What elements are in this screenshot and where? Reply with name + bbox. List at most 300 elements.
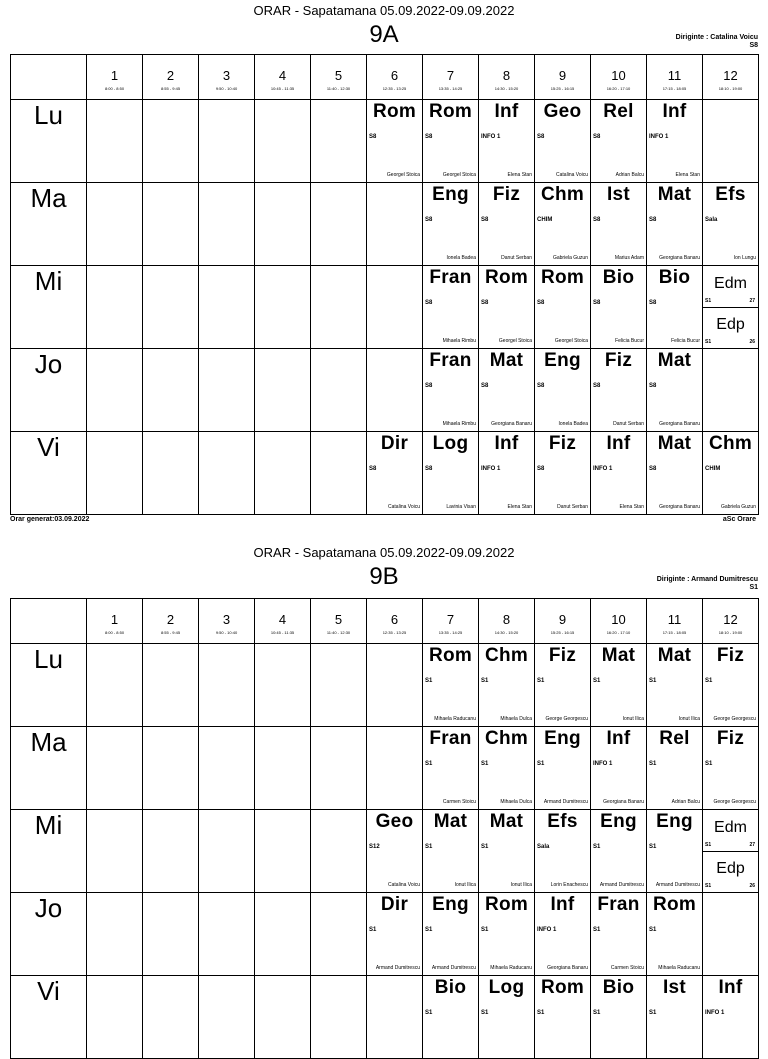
subject: Inf bbox=[494, 433, 519, 454]
empty-cell bbox=[311, 976, 367, 1059]
empty-cell bbox=[199, 893, 255, 976]
period-header bbox=[255, 55, 311, 100]
room: S1 bbox=[481, 927, 489, 933]
lesson-cell bbox=[647, 976, 703, 1059]
day-row bbox=[11, 432, 759, 515]
teacher-name: Georgel Stoica bbox=[442, 172, 476, 178]
lesson-cell bbox=[479, 100, 535, 183]
subject: Bio bbox=[602, 977, 635, 998]
lesson-cell bbox=[591, 266, 647, 349]
period-number: 11 bbox=[667, 612, 682, 627]
period-number: 2 bbox=[166, 68, 175, 83]
subject: Geo bbox=[543, 101, 582, 122]
period-header bbox=[143, 599, 199, 644]
room: S1 bbox=[425, 678, 433, 684]
empty-cell bbox=[199, 644, 255, 727]
empty-cell bbox=[199, 727, 255, 810]
teacher-name: Mihaela Dulca bbox=[500, 799, 532, 805]
lesson-cell bbox=[423, 893, 479, 976]
lesson-cell bbox=[535, 100, 591, 183]
teacher-name: Carmen Stoicu bbox=[610, 965, 644, 971]
subject: Geo bbox=[375, 811, 414, 832]
lesson-cell bbox=[423, 432, 479, 515]
room: INFO 1 bbox=[593, 761, 613, 767]
subject: Rom bbox=[484, 894, 529, 915]
room: INFO 1 bbox=[481, 134, 501, 140]
homeroom-teacher-name: Diriginte : Armand Dumitrescu bbox=[656, 576, 758, 583]
homeroom-teacher-name: Diriginte : Catalina Voicu bbox=[675, 34, 758, 41]
homeroom-room: S1 bbox=[749, 584, 758, 591]
room: S8 bbox=[481, 300, 489, 306]
teacher-name: George Georgescu bbox=[713, 716, 756, 722]
lesson-cell bbox=[367, 100, 423, 183]
subject: Ist bbox=[606, 184, 631, 205]
room: S1 bbox=[705, 678, 713, 684]
teacher-name: Mihaela Raducanu bbox=[490, 965, 532, 971]
period-time: 17:15 - 18:05 bbox=[662, 86, 687, 91]
room: S1 bbox=[425, 761, 433, 767]
lesson-cell bbox=[647, 266, 703, 349]
period-time: 12:35 - 13:25 bbox=[382, 86, 407, 91]
teacher-name: Catalina Voicu bbox=[556, 172, 588, 178]
subject: Log bbox=[488, 977, 525, 998]
teacher-name: Elena Stan bbox=[507, 504, 532, 510]
teacher-name: Adrian Balcu bbox=[671, 799, 700, 805]
teacher-name: Georgel Stoica bbox=[386, 172, 420, 178]
subject: Fran bbox=[429, 267, 472, 288]
subject: Eng bbox=[544, 728, 581, 749]
empty-cell bbox=[255, 644, 311, 727]
period-header bbox=[703, 55, 759, 100]
room: S8 bbox=[593, 300, 601, 306]
empty-cell bbox=[255, 976, 311, 1059]
room: S8 bbox=[649, 466, 657, 472]
subject: Ist bbox=[662, 977, 687, 998]
period-number: 4 bbox=[278, 68, 287, 83]
lesson-cell bbox=[591, 810, 647, 893]
teacher-name: Mihaela Raducanu bbox=[658, 965, 700, 971]
room: S1 bbox=[649, 927, 657, 933]
teacher-name: Gabriela Guzun bbox=[720, 504, 756, 510]
room: S8 bbox=[481, 383, 489, 389]
day-label: Vi bbox=[11, 432, 87, 515]
teacher-name: George Georgescu bbox=[713, 799, 756, 805]
period-number: 5 bbox=[334, 68, 343, 83]
subject: Eng bbox=[432, 184, 469, 205]
period-number: 10 bbox=[611, 612, 626, 627]
subject: Dir bbox=[380, 433, 409, 454]
room: S1 bbox=[705, 883, 712, 889]
empty-cell bbox=[143, 432, 199, 515]
lesson-cell bbox=[535, 727, 591, 810]
day-label: Vi bbox=[11, 976, 87, 1059]
lesson-cell bbox=[647, 349, 703, 432]
room: S8 bbox=[537, 134, 545, 140]
teacher-name: Marius Adam bbox=[614, 255, 644, 261]
teacher-name: Danut Serban bbox=[557, 504, 588, 510]
period-time: 10:45 - 11:35 bbox=[270, 630, 295, 635]
subject: Rom bbox=[484, 267, 529, 288]
empty-cell bbox=[255, 432, 311, 515]
room: S8 bbox=[649, 300, 657, 306]
lesson-cell bbox=[535, 810, 591, 893]
period-number: 8 bbox=[502, 612, 511, 627]
empty-cell bbox=[143, 100, 199, 183]
split-lesson bbox=[703, 266, 758, 308]
room: S1 bbox=[537, 761, 545, 767]
group-number: 26 bbox=[749, 883, 755, 889]
lesson-cell bbox=[367, 893, 423, 976]
period-number: 9 bbox=[558, 612, 567, 627]
lesson-cell bbox=[647, 432, 703, 515]
subject: Bio bbox=[658, 267, 691, 288]
lesson-cell bbox=[591, 100, 647, 183]
lesson-cell bbox=[591, 349, 647, 432]
period-header bbox=[535, 55, 591, 100]
subject: Mat bbox=[657, 433, 692, 454]
empty-cell bbox=[255, 100, 311, 183]
room: S1 bbox=[481, 844, 489, 850]
period-time: 16:20 - 17:10 bbox=[606, 86, 631, 91]
subject: Efs bbox=[547, 811, 578, 832]
lesson-cell bbox=[703, 727, 759, 810]
lesson-cell bbox=[703, 810, 759, 893]
teacher-name: George Georgescu bbox=[545, 716, 588, 722]
subject: Mat bbox=[433, 811, 468, 832]
lesson-cell bbox=[591, 727, 647, 810]
room: S8 bbox=[649, 383, 657, 389]
empty-cell bbox=[311, 266, 367, 349]
teacher-name: Ionut Ilica bbox=[622, 716, 644, 722]
empty-cell bbox=[255, 727, 311, 810]
lesson-cell bbox=[535, 893, 591, 976]
subject: Edp bbox=[716, 860, 745, 877]
room: S8 bbox=[537, 466, 545, 472]
period-header bbox=[703, 599, 759, 644]
empty-cell bbox=[311, 183, 367, 266]
room: Sala bbox=[705, 217, 718, 223]
empty-cell bbox=[311, 810, 367, 893]
room: S1 bbox=[593, 844, 601, 850]
room: S8 bbox=[649, 217, 657, 223]
timetable-grid bbox=[10, 54, 759, 515]
empty-cell bbox=[143, 810, 199, 893]
period-time: 15:25 - 16:15 bbox=[550, 86, 575, 91]
empty-cell bbox=[199, 100, 255, 183]
room: S1 bbox=[481, 678, 489, 684]
teacher-name: Felicia Bucur bbox=[671, 338, 700, 344]
period-time: 8:55 - 9:45 bbox=[160, 86, 181, 91]
period-number: 6 bbox=[390, 68, 399, 83]
room: S12 bbox=[369, 844, 380, 850]
empty-cell bbox=[143, 976, 199, 1059]
period-number: 1 bbox=[110, 68, 119, 83]
period-header bbox=[87, 599, 143, 644]
room: INFO 1 bbox=[593, 466, 613, 472]
day-row bbox=[11, 893, 759, 976]
teacher-name: Armand Dumitrescu bbox=[655, 882, 700, 888]
teacher-name: Armand Dumitrescu bbox=[543, 799, 588, 805]
empty-cell bbox=[703, 893, 759, 976]
empty-cell bbox=[311, 644, 367, 727]
room: S8 bbox=[481, 217, 489, 223]
teacher-name: Carmen Stoicu bbox=[442, 799, 476, 805]
empty-cell bbox=[199, 349, 255, 432]
subject: Inf bbox=[718, 977, 743, 998]
teacher-name: Catalina Voicu bbox=[388, 504, 420, 510]
subject: Mat bbox=[657, 645, 692, 666]
lesson-cell bbox=[647, 727, 703, 810]
period-header bbox=[479, 599, 535, 644]
empty-cell bbox=[311, 893, 367, 976]
subject: Eng bbox=[432, 894, 469, 915]
lesson-cell bbox=[535, 183, 591, 266]
empty-cell bbox=[143, 183, 199, 266]
period-header bbox=[87, 55, 143, 100]
lesson-cell bbox=[479, 183, 535, 266]
empty-cell bbox=[255, 893, 311, 976]
period-number: 7 bbox=[446, 68, 455, 83]
period-number: 8 bbox=[502, 68, 511, 83]
lesson-cell bbox=[703, 266, 759, 349]
teacher-name: Mihaela Rimbu bbox=[442, 338, 476, 344]
day-label: Jo bbox=[11, 893, 87, 976]
room: S1 bbox=[593, 678, 601, 684]
period-header bbox=[647, 599, 703, 644]
empty-cell bbox=[367, 644, 423, 727]
lesson-cell bbox=[479, 644, 535, 727]
room: S8 bbox=[593, 383, 601, 389]
lesson-cell bbox=[423, 100, 479, 183]
day-row bbox=[11, 727, 759, 810]
subject: Fran bbox=[597, 894, 640, 915]
subject: Efs bbox=[715, 184, 746, 205]
lesson-cell bbox=[647, 644, 703, 727]
period-header-row bbox=[11, 55, 759, 100]
room: S1 bbox=[425, 927, 433, 933]
room: CHIM bbox=[705, 466, 721, 472]
sheet-title: ORAR - Sapatamana 05.09.2022-09.09.2022 bbox=[253, 3, 515, 18]
lesson-cell bbox=[591, 976, 647, 1059]
day-label: Ma bbox=[11, 727, 87, 810]
day-label: Ma bbox=[11, 183, 87, 266]
subject: Fiz bbox=[716, 645, 745, 666]
period-time: 9:50 - 10:40 bbox=[215, 86, 238, 91]
lesson-cell bbox=[423, 349, 479, 432]
day-label: Lu bbox=[11, 644, 87, 727]
period-time: 15:25 - 16:15 bbox=[550, 630, 575, 635]
class-name: 9A bbox=[369, 21, 399, 48]
subject: Rel bbox=[603, 101, 634, 122]
period-number: 1 bbox=[110, 612, 119, 627]
room: S8 bbox=[593, 134, 601, 140]
lesson-cell bbox=[591, 893, 647, 976]
teacher-name: Danut Serban bbox=[501, 255, 532, 261]
empty-cell bbox=[87, 893, 143, 976]
room: S1 bbox=[705, 761, 713, 767]
homeroom-room: S8 bbox=[749, 42, 758, 49]
room: S8 bbox=[593, 217, 601, 223]
teacher-name: Danut Serban bbox=[613, 421, 644, 427]
lesson-cell bbox=[479, 976, 535, 1059]
period-header bbox=[143, 55, 199, 100]
subject: Inf bbox=[606, 728, 631, 749]
period-header bbox=[423, 55, 479, 100]
room: S8 bbox=[425, 466, 433, 472]
teacher-name: Georgel Stoica bbox=[498, 338, 532, 344]
period-header bbox=[591, 55, 647, 100]
period-time: 13:35 - 14:25 bbox=[438, 630, 463, 635]
empty-cell bbox=[87, 349, 143, 432]
lesson-cell bbox=[535, 644, 591, 727]
period-time: 14:30 - 15:20 bbox=[494, 630, 519, 635]
period-time: 17:15 - 18:05 bbox=[662, 630, 687, 635]
room: INFO 1 bbox=[705, 1010, 725, 1016]
period-number: 5 bbox=[334, 612, 343, 627]
subject: Log bbox=[432, 433, 469, 454]
teacher-name: Mihaela Dulca bbox=[500, 716, 532, 722]
lesson-cell bbox=[591, 183, 647, 266]
period-header bbox=[535, 599, 591, 644]
day-row bbox=[11, 349, 759, 432]
lesson-cell bbox=[535, 432, 591, 515]
empty-cell bbox=[87, 644, 143, 727]
period-number: 10 bbox=[611, 68, 626, 83]
teacher-name: Georgiana Banaru bbox=[547, 965, 588, 971]
subject: Rom bbox=[428, 101, 473, 122]
subject: Eng bbox=[600, 811, 637, 832]
period-header bbox=[255, 599, 311, 644]
day-row bbox=[11, 100, 759, 183]
lesson-cell bbox=[479, 810, 535, 893]
subject: Fiz bbox=[716, 728, 745, 749]
room: S1 bbox=[705, 842, 712, 848]
generated-date: Orar generat:03.09.2022 bbox=[10, 516, 90, 523]
group-number: 27 bbox=[749, 842, 755, 848]
empty-cell bbox=[255, 349, 311, 432]
lesson-cell bbox=[367, 810, 423, 893]
empty-cell bbox=[703, 349, 759, 432]
empty-cell bbox=[87, 183, 143, 266]
subject: Bio bbox=[434, 977, 467, 998]
empty-cell bbox=[367, 976, 423, 1059]
lesson-cell bbox=[647, 100, 703, 183]
room: INFO 1 bbox=[481, 466, 501, 472]
room: Sala bbox=[537, 844, 550, 850]
teacher-name: Felicia Bucur bbox=[615, 338, 644, 344]
teacher-name: Elena Stan bbox=[619, 504, 644, 510]
lesson-cell bbox=[647, 893, 703, 976]
lesson-cell bbox=[479, 893, 535, 976]
software-brand: aSc Orare bbox=[722, 516, 756, 523]
day-row bbox=[11, 183, 759, 266]
timetable-sheet-9b bbox=[0, 542, 768, 1024]
period-header bbox=[591, 599, 647, 644]
subject: Rom bbox=[652, 894, 697, 915]
period-time: 11:40 - 12:30 bbox=[326, 630, 351, 635]
period-time: 14:30 - 15:20 bbox=[494, 86, 519, 91]
teacher-name: Georgiana Banaru bbox=[603, 799, 644, 805]
lesson-cell bbox=[647, 810, 703, 893]
room: S1 bbox=[481, 761, 489, 767]
period-number: 6 bbox=[390, 612, 399, 627]
teacher-name: Georgiana Banaru bbox=[659, 421, 700, 427]
period-header bbox=[311, 599, 367, 644]
empty-cell bbox=[87, 266, 143, 349]
subject: Mat bbox=[657, 184, 692, 205]
subject: Eng bbox=[544, 350, 581, 371]
period-header bbox=[479, 55, 535, 100]
lesson-cell bbox=[423, 266, 479, 349]
teacher-name: Ionela Badea bbox=[446, 255, 476, 261]
room: S8 bbox=[425, 300, 433, 306]
subject: Fiz bbox=[548, 645, 577, 666]
room: S1 bbox=[705, 298, 712, 304]
period-number: 12 bbox=[723, 68, 738, 83]
lesson-cell bbox=[535, 976, 591, 1059]
subject: Inf bbox=[662, 101, 687, 122]
period-time: 11:40 - 12:30 bbox=[326, 86, 351, 91]
corner-cell bbox=[11, 599, 87, 644]
day-row bbox=[11, 644, 759, 727]
empty-cell bbox=[311, 100, 367, 183]
empty-cell bbox=[87, 100, 143, 183]
lesson-cell bbox=[479, 349, 535, 432]
empty-cell bbox=[143, 349, 199, 432]
subject: Inf bbox=[494, 101, 519, 122]
subject: Fiz bbox=[604, 350, 633, 371]
empty-cell bbox=[255, 183, 311, 266]
teacher-name: Elena Stan bbox=[675, 172, 700, 178]
lesson-cell bbox=[423, 644, 479, 727]
homeroom-teacher bbox=[676, 34, 758, 50]
group-number: 26 bbox=[749, 339, 755, 345]
period-number: 3 bbox=[222, 68, 231, 83]
empty-cell bbox=[199, 432, 255, 515]
day-label: Lu bbox=[11, 100, 87, 183]
day-label: Mi bbox=[11, 266, 87, 349]
lesson-cell bbox=[423, 727, 479, 810]
period-number: 9 bbox=[558, 68, 567, 83]
empty-cell bbox=[143, 644, 199, 727]
teacher-name: Georgiana Banaru bbox=[659, 504, 700, 510]
period-number: 4 bbox=[278, 612, 287, 627]
lesson-cell bbox=[703, 183, 759, 266]
subject: Rom bbox=[540, 977, 585, 998]
teacher-name: Georgiana Banaru bbox=[659, 255, 700, 261]
empty-cell bbox=[255, 810, 311, 893]
lesson-cell bbox=[703, 976, 759, 1059]
class-name: 9B bbox=[369, 563, 399, 590]
teacher-name: Catalina Voicu bbox=[388, 882, 420, 888]
subject: Mat bbox=[601, 645, 636, 666]
teacher-name: Gabriela Guzun bbox=[552, 255, 588, 261]
subject: Chm bbox=[484, 728, 529, 749]
subject: Chm bbox=[484, 645, 529, 666]
lesson-cell bbox=[479, 432, 535, 515]
empty-cell bbox=[703, 100, 759, 183]
teacher-name: Ionut Ilica bbox=[678, 716, 700, 722]
empty-cell bbox=[311, 727, 367, 810]
teacher-name: Lorin Enachescu bbox=[550, 882, 588, 888]
empty-cell bbox=[255, 266, 311, 349]
room: S1 bbox=[593, 1010, 601, 1016]
teacher-name: Lavinia Visan bbox=[446, 504, 476, 510]
teacher-name: Georgel Stoica bbox=[554, 338, 588, 344]
period-number: 11 bbox=[667, 68, 682, 83]
room: S8 bbox=[425, 134, 433, 140]
lesson-cell bbox=[535, 349, 591, 432]
